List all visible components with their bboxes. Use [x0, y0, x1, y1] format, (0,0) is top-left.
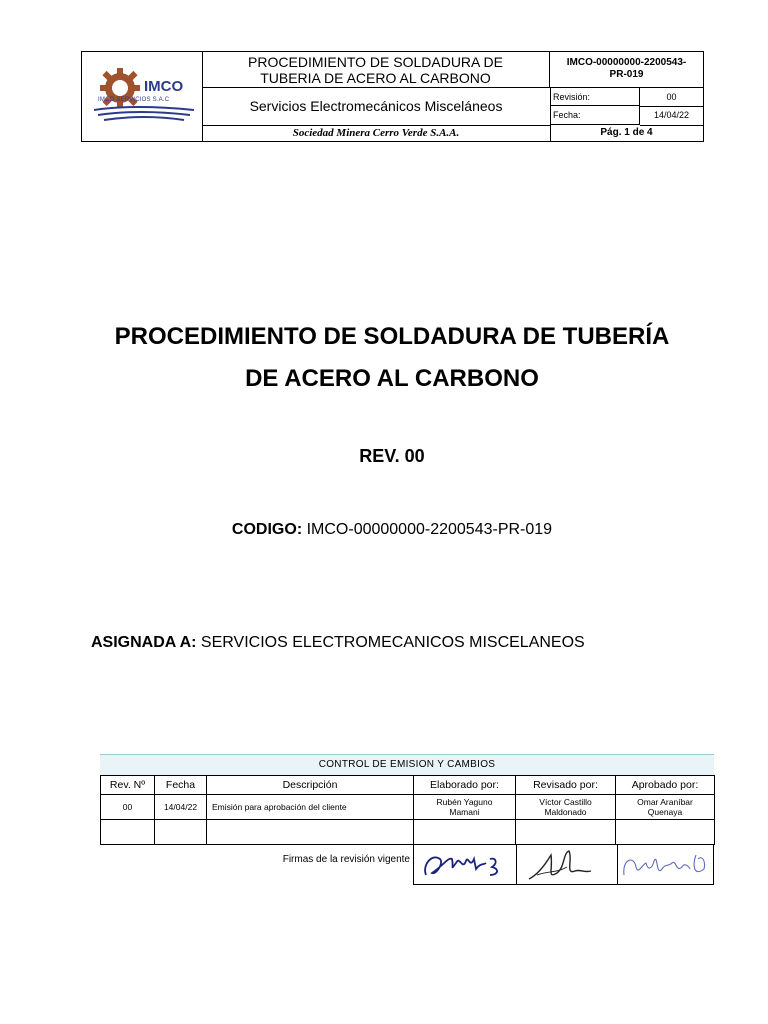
signature-approved-image [618, 845, 714, 885]
assigned-label: ASIGNADA A: [91, 634, 197, 651]
revision-label: Revisión: [550, 88, 640, 106]
control-grid [100, 775, 715, 845]
header-code-line2: PR-019 [609, 69, 644, 80]
document-title [40, 316, 744, 400]
header-subtitle: Servicios Electromecánicos Misceláneos [202, 88, 551, 126]
date-value: 14/04/22 [640, 106, 703, 126]
gear-icon [94, 66, 194, 126]
header-company: Sociedad Minera Cerro Verde S.A.A. [202, 125, 551, 141]
control-table-title: CONTROL DE EMISION Y CAMBIOS [100, 754, 714, 775]
revision-value: 00 [640, 88, 703, 107]
document-title-line1: PROCEDIMIENTO DE SOLDADURA DE TUBERÍA [114, 323, 670, 350]
signature-prepared [413, 845, 516, 885]
col-prepared: Elaborado por: [414, 776, 516, 795]
reviewed-line2: Maldonado [544, 807, 587, 817]
assigned-value: SERVICIOS ELECTROMECANICOS MISCELANEOS [196, 634, 585, 651]
empty-cell [207, 820, 414, 845]
reviewed-line1: Víctor Castillo [539, 797, 592, 807]
date-label: Fecha: [550, 106, 640, 125]
approved-line2: Quenaya [647, 807, 683, 817]
empty-cell [414, 820, 516, 845]
company-logo [94, 66, 194, 126]
cell-rev: 00 [101, 795, 155, 820]
logo-text: IMCO [144, 78, 184, 95]
signature-reviewed [516, 845, 617, 885]
assigned-line [91, 634, 585, 652]
approved-line1: Omar Araníbar [637, 797, 693, 807]
cell-date: 14/04/22 [155, 795, 207, 820]
cell-description: Emisión para aprobación del cliente [207, 795, 414, 820]
logo-subtext: IMCO SERVICIOS S.A.C [98, 97, 170, 103]
cell-reviewed [516, 795, 616, 820]
col-reviewed: Revisado por: [516, 776, 616, 795]
logo-cell [82, 52, 203, 141]
page-number: Pág. 1 de 4 [600, 127, 653, 138]
header-title [202, 52, 550, 88]
table-header-row [101, 776, 715, 795]
signatures-row [100, 845, 714, 885]
document-header [81, 51, 704, 142]
header-title-line1: PROCEDIMIENTO DE SOLDADURA DE [248, 54, 503, 70]
code-label: CODIGO: [231, 521, 303, 538]
table-row-empty [101, 820, 715, 845]
header-doc-code [550, 52, 703, 88]
header-code-line1: IMCO-00000000-2200543- [566, 57, 687, 68]
signature-approved [617, 845, 714, 885]
empty-cell [101, 820, 155, 845]
col-description: Descripción [207, 776, 414, 795]
empty-cell [616, 820, 715, 845]
prepared-line2: Mamani [449, 807, 480, 817]
col-rev: Rev. Nº [101, 776, 155, 795]
control-table [100, 754, 714, 885]
signature-reviewed-image [517, 845, 617, 885]
code-value: IMCO-00000000-2200543-PR-019 [302, 521, 553, 538]
revision-heading: REV. 00 [359, 446, 425, 466]
empty-cell [155, 820, 207, 845]
signatures-label: Firmas de la revisión vigente [282, 854, 410, 865]
header-title-line2: TUBERIA DE ACERO AL CARBONO [260, 70, 491, 86]
document-title-line2: DE ACERO AL CARBONO [245, 365, 539, 392]
empty-cell [516, 820, 616, 845]
prepared-line1: Rubén Yaguno [436, 797, 493, 807]
col-approved: Aprobado por: [616, 776, 715, 795]
col-date: Fecha [155, 776, 207, 795]
cell-prepared [414, 795, 516, 820]
table-row [101, 795, 715, 820]
code-line [0, 521, 768, 539]
signature-prepared-image [414, 845, 516, 885]
cell-approved [616, 795, 715, 820]
